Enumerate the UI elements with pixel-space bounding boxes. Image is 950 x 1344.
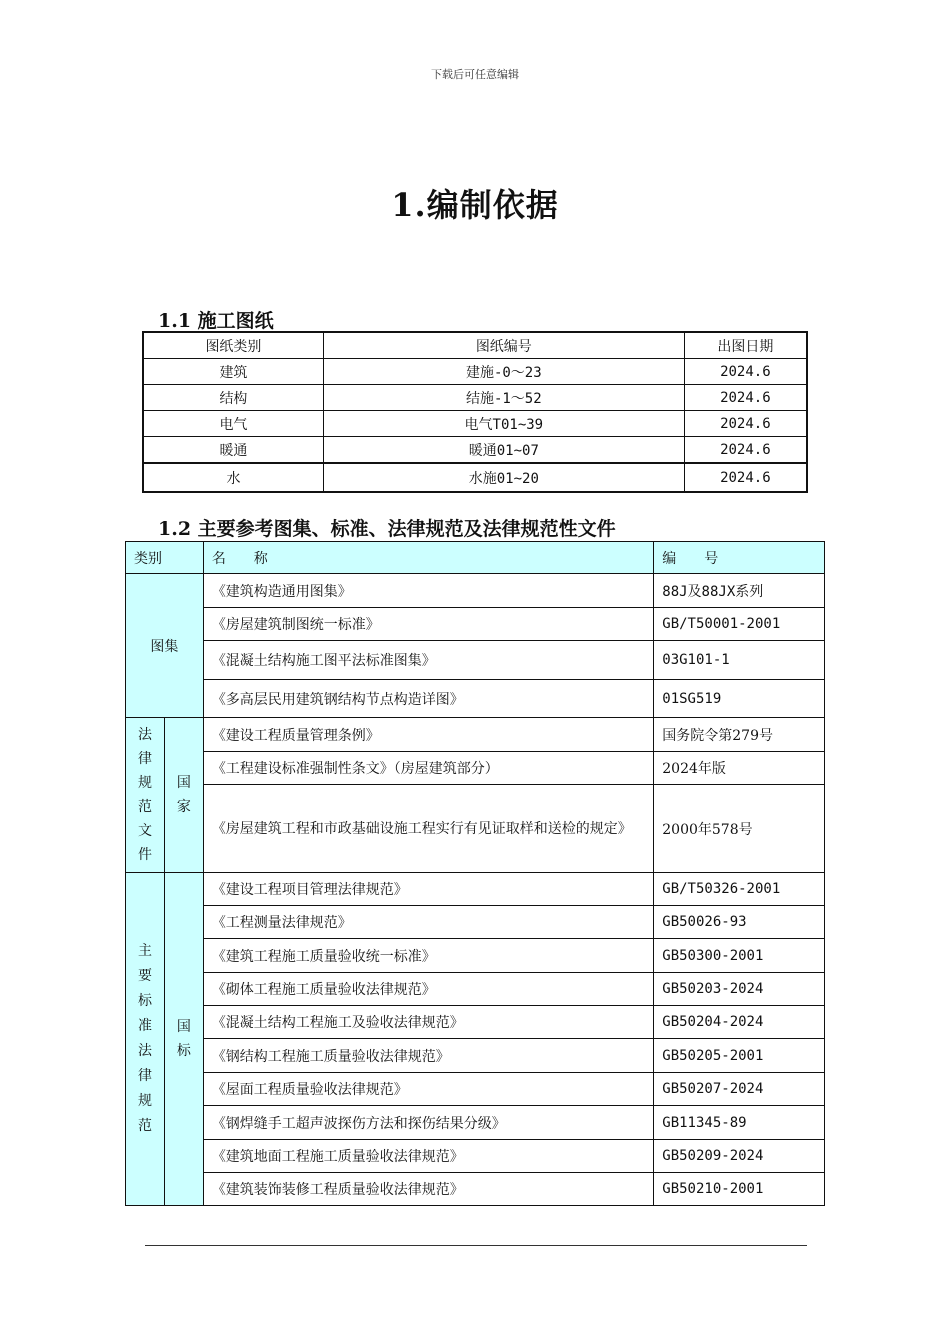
column-header: 名 称 [203, 542, 653, 574]
table-cell: 暖通01~07 [323, 437, 684, 464]
table-cell: GB50203-2024 [654, 973, 825, 1006]
table-row [126, 1140, 825, 1173]
table-cell: 水施01~20 [323, 463, 684, 492]
table-row [126, 718, 825, 752]
table-cell: 《建筑装饰装修工程质量验收法律规范》 [203, 1173, 653, 1206]
column-header: 图纸编号 [323, 332, 684, 359]
section-2-title: 1.2 主要参考图集、标准、法律规范及法律规范性文件 [158, 518, 616, 540]
column-header: 类别 [126, 542, 204, 574]
table-row [143, 463, 807, 492]
subcategory-gb-label: 国标 [176, 1019, 191, 1059]
table-cell: 《钢结构工程施工质量验收法律规范》 [203, 1039, 653, 1073]
section-1-title: 1.1 施工图纸 [158, 310, 274, 332]
table-row [126, 680, 825, 718]
table-row [126, 873, 825, 906]
category-law [126, 718, 165, 873]
category-standards [126, 873, 165, 1206]
table-cell: 暖通 [143, 437, 323, 464]
category-law-label: 法律规范文件 [137, 727, 152, 863]
references-table [125, 541, 825, 1206]
table-row [126, 1006, 825, 1039]
table-cell: 国务院令第279号 [654, 718, 825, 752]
table-cell: 2024.6 [684, 463, 807, 492]
table-cell: 建施-0～23 [323, 359, 684, 385]
table-cell: 01SG519 [654, 680, 825, 718]
table-cell: 《建筑地面工程施工质量验收法律规范》 [203, 1140, 653, 1173]
table-cell: GB50026-93 [654, 906, 825, 939]
table-row [126, 906, 825, 939]
table-cell: 2024.6 [684, 359, 807, 385]
table-cell: 结构 [143, 385, 323, 411]
table-cell: 结施-1～52 [323, 385, 684, 411]
table-cell: 《建筑工程施工质量验收统一标准》 [203, 939, 653, 973]
footer-divider [145, 1245, 807, 1246]
table-cell: 2024.6 [684, 437, 807, 464]
table-cell: GB50204-2024 [654, 1006, 825, 1039]
table-cell: 2024年版 [654, 752, 825, 785]
table-cell: 2000年578号 [654, 785, 825, 873]
table-row [126, 752, 825, 785]
table-cell: 《钢焊缝手工超声波探伤方法和探伤结果分级》 [203, 1106, 653, 1140]
table-cell: 03G101-1 [654, 641, 825, 680]
table-cell: 水 [143, 463, 323, 492]
table-cell: GB50207-2024 [654, 1073, 825, 1106]
table-cell: GB/T50326-2001 [654, 873, 825, 906]
document-title: 1.编制依据 [391, 186, 559, 224]
table-row [126, 1173, 825, 1206]
category-standards-label: 主要标准法律规范 [137, 943, 152, 1134]
drawings-table [142, 331, 808, 493]
table-cell: 《建设工程质量管理条例》 [203, 718, 653, 752]
table-cell: GB11345-89 [654, 1106, 825, 1140]
column-header: 编 号 [654, 542, 825, 574]
table-cell: 《混凝土结构工程施工及验收法律规范》 [203, 1006, 653, 1039]
table-cell: 《工程建设标准强制性条文》（房屋建筑部分） [203, 752, 653, 785]
table-cell: 《屋面工程质量验收法律规范》 [203, 1073, 653, 1106]
table-cell: 《砌体工程施工质量验收法律规范》 [203, 973, 653, 1006]
table-header-row [126, 542, 825, 574]
table-cell: 《混凝土结构施工图平法标准图集》 [203, 641, 653, 680]
table-cell: 《多高层民用建筑钢结构节点构造详图》 [203, 680, 653, 718]
table-row [143, 359, 807, 385]
table-cell: 《工程测量法律规范》 [203, 906, 653, 939]
table-row [126, 973, 825, 1006]
table-cell: 电气T01~39 [323, 411, 684, 437]
table-row [126, 785, 825, 873]
table-cell: 《房屋建筑工程和市政基础设施工程实行有见证取样和送检的规定》 [203, 785, 653, 873]
table-cell: 建筑 [143, 359, 323, 385]
category-atlas: 图集 [126, 574, 204, 718]
table-cell: 《建设工程项目管理法律规范》 [203, 873, 653, 906]
table-cell: 《建筑构造通用图集》 [203, 574, 653, 608]
table-cell: 2024.6 [684, 411, 807, 437]
table-row [126, 1073, 825, 1106]
table-cell: GB50300-2001 [654, 939, 825, 973]
table-row [126, 641, 825, 680]
table-cell: GB50209-2024 [654, 1140, 825, 1173]
column-header: 图纸类别 [143, 332, 323, 359]
table-cell: 88J及88JX系列 [654, 574, 825, 608]
table-header-row [143, 332, 807, 359]
table-cell: 电气 [143, 411, 323, 437]
subcategory-national-label: 国家 [176, 775, 191, 815]
table-row [126, 1039, 825, 1073]
table-row [143, 411, 807, 437]
table-row [143, 437, 807, 464]
header-note: 下载后可任意编辑 [431, 68, 519, 81]
table-row [126, 608, 825, 641]
table-cell: GB50210-2001 [654, 1173, 825, 1206]
table-row [126, 1106, 825, 1140]
subcategory-gb [164, 873, 203, 1206]
subcategory-national [164, 718, 203, 873]
column-header: 出图日期 [684, 332, 807, 359]
table-cell: 《房屋建筑制图统一标准》 [203, 608, 653, 641]
table-row [126, 574, 825, 608]
table-row [126, 939, 825, 973]
table-cell: 2024.6 [684, 385, 807, 411]
table-row [143, 385, 807, 411]
table-cell: GB50205-2001 [654, 1039, 825, 1073]
table-cell: GB/T50001-2001 [654, 608, 825, 641]
